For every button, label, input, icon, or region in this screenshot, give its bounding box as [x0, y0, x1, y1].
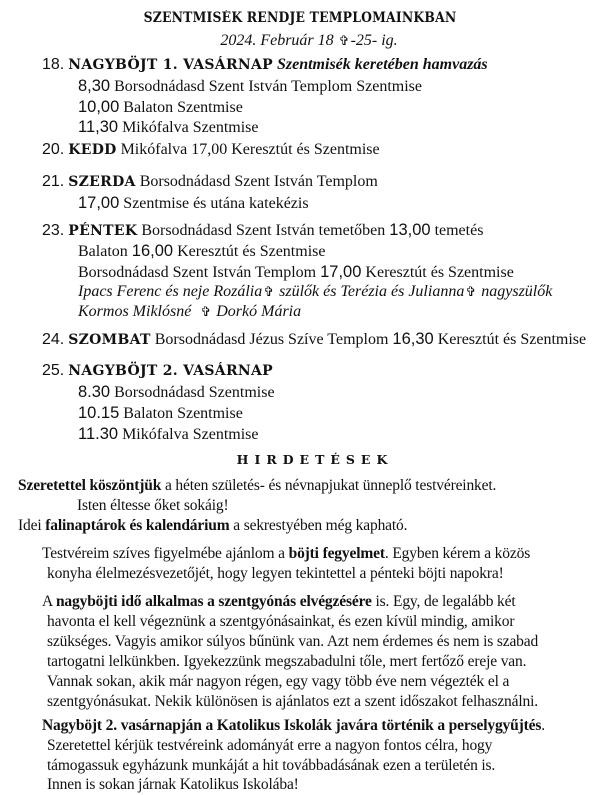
day-number: 23.: [42, 222, 65, 239]
mass-place: Borsodnádasd Szent István Templom: [139, 173, 378, 190]
day-24-heading: [42, 330, 586, 349]
cross-icon: ✞: [200, 304, 212, 319]
cross-icon: ✞: [338, 33, 350, 48]
mass-time: 8,30: [78, 77, 111, 95]
mass-time: 10,00: [78, 98, 120, 116]
announcement-emphasis: nagyböjti idő alkalmas a szentgyónás elvégzésére: [55, 593, 372, 610]
announcement-text: .: [541, 717, 545, 734]
mass-description: Keresztút és Szentmise: [177, 243, 326, 260]
mass-time: 16,30: [392, 330, 434, 348]
mass-description: Szentmise és utána katekézis: [123, 195, 309, 212]
mass-time: 17,00: [191, 141, 228, 158]
announcement-collection: [42, 717, 545, 735]
page-title: SZENTMISÉK RENDJE TEMPLOMAINKBAN: [143, 10, 457, 26]
mass-description: Mikófalva Szentmise: [122, 426, 259, 443]
announcement-fasting: [42, 545, 530, 563]
mass-item: [78, 77, 422, 96]
announcement-calendars: [18, 517, 407, 535]
date-end: -25- ig.: [350, 32, 398, 49]
day-name: SZOMBAT: [68, 332, 151, 348]
mass-description: Borsodnádasd Szentmise: [114, 384, 275, 401]
mass-description: Keresztút és Szentmise: [231, 141, 380, 158]
announcement-line: tartogatni lelkünkben. Igyekezzünk megszabadulni tőle, mert fertőző ereje van.: [47, 653, 527, 670]
mass-item: [78, 383, 275, 402]
date-range: [0, 32, 600, 50]
mass-time: 11.30: [78, 425, 119, 443]
mass-time: 13,00: [389, 221, 431, 239]
mass-description: Keresztút és Szentmise: [437, 331, 587, 348]
day-25-heading: [42, 362, 273, 380]
mass-intention: [78, 303, 301, 321]
day-number: 21.: [42, 173, 65, 190]
cross-icon: ✞: [465, 284, 477, 299]
day-number: 24.: [42, 331, 65, 348]
mass-description: Balaton Szentmise: [123, 405, 243, 422]
mass-place: Mikófalva: [120, 141, 188, 158]
mass-time: 10.15: [78, 404, 120, 422]
mass-time: 8.30: [78, 383, 111, 401]
day-number: 18.: [42, 56, 65, 73]
mass-description: Borsodnádasd Szent István Templom Szentmise: [114, 78, 422, 95]
cross-icon: ✞: [263, 284, 275, 299]
announcement-line: Szeretettel kérjük testvéreink adományát erre a nagyon fontos célra, hogy: [47, 737, 493, 754]
mass-time: 17,00: [78, 194, 120, 212]
day-name: NAGYBÖJT 2. VASÁRNAP: [68, 363, 273, 379]
day-21-heading: [42, 173, 378, 191]
day-23-heading: [42, 221, 483, 240]
day-20-heading: [42, 141, 380, 159]
intention-text: nagyszülők: [481, 283, 553, 300]
mass-time: 16,00: [131, 242, 174, 260]
mass-item: [78, 425, 259, 444]
mass-item: [78, 98, 243, 117]
announcement-text: Idei: [18, 517, 42, 534]
announcements-heading: HIRDETÉSEK: [236, 452, 394, 467]
announcement-confession: [42, 593, 516, 611]
day-number: 25.: [42, 362, 65, 379]
announcement-line: Innen is sokan járnak Katolikus Iskolába!: [47, 776, 299, 793]
intention-text: Ipacs Ferenc és neje Rozália: [78, 283, 263, 300]
mass-description: Keresztút és Szentmise: [365, 264, 514, 281]
day-18-heading: [42, 56, 488, 74]
intention-text: Dorkó Mária: [216, 303, 302, 320]
announcement-emphasis: Szeretettel köszöntjük: [18, 477, 162, 494]
day-name: SZERDA: [68, 174, 136, 190]
mass-place: Borsodnádasd Szent István Templom: [78, 264, 317, 281]
announcement-text: a sekrestyében még kapható.: [233, 517, 408, 534]
mass-item: [78, 242, 325, 261]
mass-place: Balaton: [78, 243, 128, 260]
mass-item: [78, 263, 514, 282]
day-note: Szentmisék keretében hamvazás: [276, 56, 488, 73]
mass-time: 17,00: [320, 263, 362, 281]
announcement-line: Isten éltesse őket sokáig!: [77, 497, 229, 514]
intention-text: szülők és Terézia és Julianna: [279, 283, 465, 300]
mass-place: Borsodnádasd Jézus Szíve Templom: [154, 331, 389, 348]
announcement-line: szükséges. Vagyis amikor súlyos bűnünk van. Azt nem érdemes és nem is szabad: [47, 633, 539, 650]
date-start: 2024. Február 18: [220, 32, 334, 49]
announcement-birthdays: [18, 477, 496, 495]
announcement-text: a héten születés- és névnapjukat ünneplő testvéreinket.: [164, 477, 497, 494]
announcement-line: támogassuk egyházunk munkáját a hit továbbadásának ezen a területén is.: [47, 757, 496, 774]
announcement-line: Vannak sokan, akik már nagyon régen, egy vagy több éve nem végezték el a: [47, 673, 510, 690]
announcement-text: Testvéreim szíves figyelmébe ajánlom a: [42, 545, 285, 562]
mass-item: [78, 118, 259, 137]
day-number: 20.: [42, 141, 65, 158]
announcement-emphasis: Nagyböjt 2. vasárnapján a Katolikus Iskolák javára történik a perselygyűjtés: [42, 717, 542, 734]
mass-description: temetés: [434, 222, 484, 239]
day-name: KEDD: [68, 142, 117, 158]
day-name: PÉNTEK: [68, 223, 138, 239]
announcement-emphasis: falinaptárok és kalendárium: [45, 517, 230, 534]
mass-item: [78, 194, 309, 213]
announcement-line: havonta el kell végeznünk a szentgyónásainkat, és ezen kívül mindig, amikor: [47, 613, 515, 630]
announcement-line: konyha élelmezésvezetőjét, hogy legyen tekintettel a pénteki böjti napokra!: [47, 565, 504, 582]
mass-place: Borsodnádasd Szent István temetőben: [141, 222, 386, 239]
announcement-text: is. Egy, de legalább két: [375, 593, 516, 610]
announcement-text: A: [42, 593, 53, 610]
announcement-emphasis: böjti fegyelmet: [288, 545, 385, 562]
mass-time: 11,30: [78, 118, 119, 136]
day-name: NAGYBÖJT 1. VASÁRNAP: [68, 57, 273, 73]
mass-description: Balaton Szentmise: [123, 99, 243, 116]
mass-intention: [78, 283, 552, 301]
mass-item: [78, 404, 243, 423]
announcement-text: . Egyben kérem a közös: [384, 545, 531, 562]
intention-text: Kormos Miklósné: [78, 303, 192, 320]
announcement-line: szentgyónásukat. Nekik különösen is ajánlatos ezt a szent időszakot felhasználni.: [47, 693, 539, 710]
mass-description: Mikófalva Szentmise: [122, 119, 259, 136]
